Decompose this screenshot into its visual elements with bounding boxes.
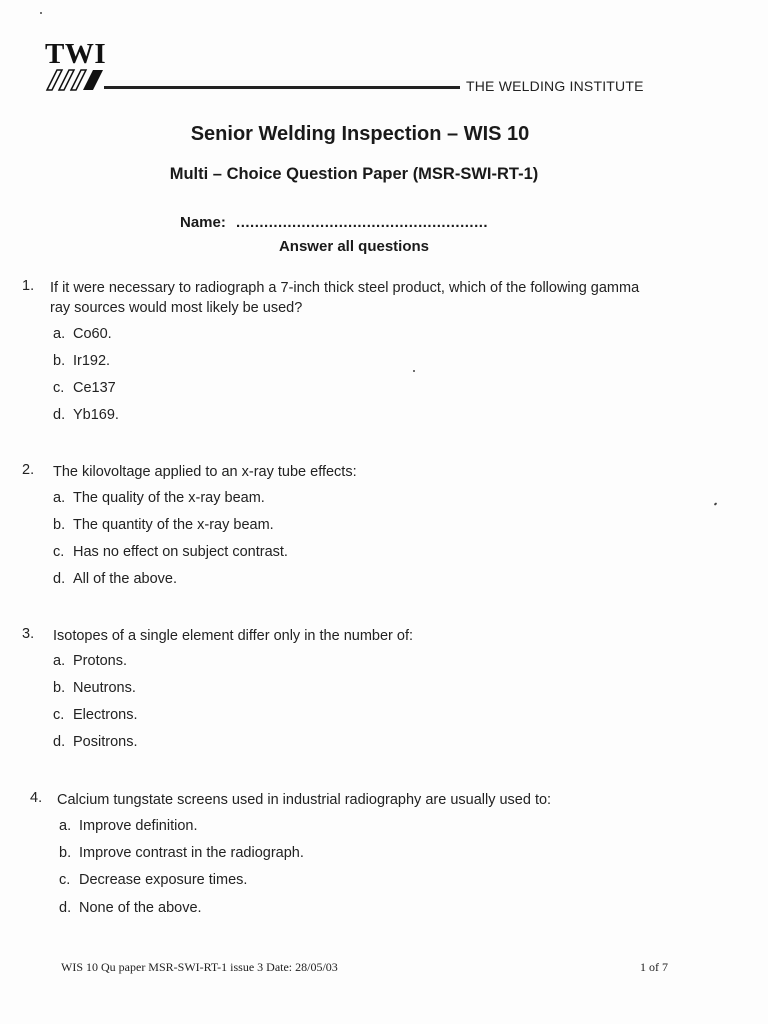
question-number: 3. [22,626,35,642]
option-letter: c. [53,707,65,723]
page-number: 1 of 7 [640,960,668,974]
option-c[interactable] [53,544,288,560]
option-a[interactable] [59,818,197,834]
option-letter: b. [59,845,72,861]
scan-speck [714,502,718,505]
option-letter: d. [53,407,66,423]
option-text: None of the above. [79,900,202,916]
option-text: Neutrons. [73,680,136,696]
question-number: 2. [22,462,35,478]
option-letter: a. [53,326,66,342]
option-letter: b. [53,517,66,533]
option-b[interactable] [59,845,304,861]
option-b[interactable] [53,517,274,533]
option-b[interactable] [53,353,110,369]
option-text: Positrons. [73,734,138,750]
option-text: Improve definition. [79,818,198,834]
option-a[interactable] [53,490,265,506]
option-text: Yb169. [73,407,119,423]
option-c[interactable] [53,380,116,396]
option-text: Ce137 [73,380,116,396]
option-text: The quality of the x-ray beam. [73,490,265,506]
option-letter: d. [53,734,66,750]
option-letter: c. [53,544,65,560]
option-letter: a. [59,818,72,834]
option-letter: a. [53,653,66,669]
option-d[interactable] [53,734,137,750]
question-text: If it were necessary to radiograph a 7-inch thick steel product, which of the following gamma ray sources would most likely be used? [50,280,640,316]
footer-reference: WIS 10 Qu paper MSR-SWI-RT-1 issue 3 Date: 28/05/03 [61,960,338,974]
question-text: Calcium tungstate screens used in industrial radiography are usually used to: [57,792,552,808]
option-b[interactable] [53,680,136,696]
question-number: 4. [30,790,43,806]
option-letter: b. [53,680,66,696]
question-text: Isotopes of a single element differ only in the number of: [53,628,414,644]
option-text: Improve contrast in the radiograph. [79,845,304,861]
name-blank: ...................................................... [236,214,489,231]
name-field[interactable] [180,214,488,231]
option-d[interactable] [53,571,177,587]
option-letter: a. [53,490,66,506]
option-letter: d. [53,571,66,587]
option-d[interactable] [53,407,119,423]
option-text: Protons. [73,653,127,669]
twi-logo-text: TWI [45,38,107,70]
option-letter: c. [53,380,65,396]
page-title: Senior Welding Inspection – WIS 10 [190,123,530,145]
option-text: Co60. [73,326,112,342]
option-c[interactable] [53,707,137,723]
scan-speck [413,370,415,372]
option-text: The quantity of the x-ray beam. [73,517,274,533]
instruction-text: Answer all questions [278,238,430,255]
twi-logo-stripes-icon [45,68,105,92]
option-d[interactable] [59,900,202,916]
scan-speck [40,12,42,14]
option-text: All of the above. [73,571,177,587]
option-letter: d. [59,900,72,916]
option-text: Ir192. [73,353,111,369]
header-rule [104,86,460,89]
option-a[interactable] [53,326,112,342]
name-label: Name: [180,214,226,231]
page-subtitle: Multi – Choice Question Paper (MSR-SWI-RT-1) [169,165,539,183]
question-text: The kilovoltage applied to an x-ray tube effects: [53,464,357,480]
option-text: Decrease exposure times. [79,872,248,888]
question-number: 1. [22,278,35,294]
option-letter: b. [53,353,66,369]
option-a[interactable] [53,653,127,669]
institute-name: THE WELDING INSTITUTE [466,78,644,94]
option-text: Electrons. [73,707,138,723]
option-text: Has no effect on subject contrast. [73,544,288,560]
option-letter: c. [59,872,71,888]
option-c[interactable] [59,872,247,888]
